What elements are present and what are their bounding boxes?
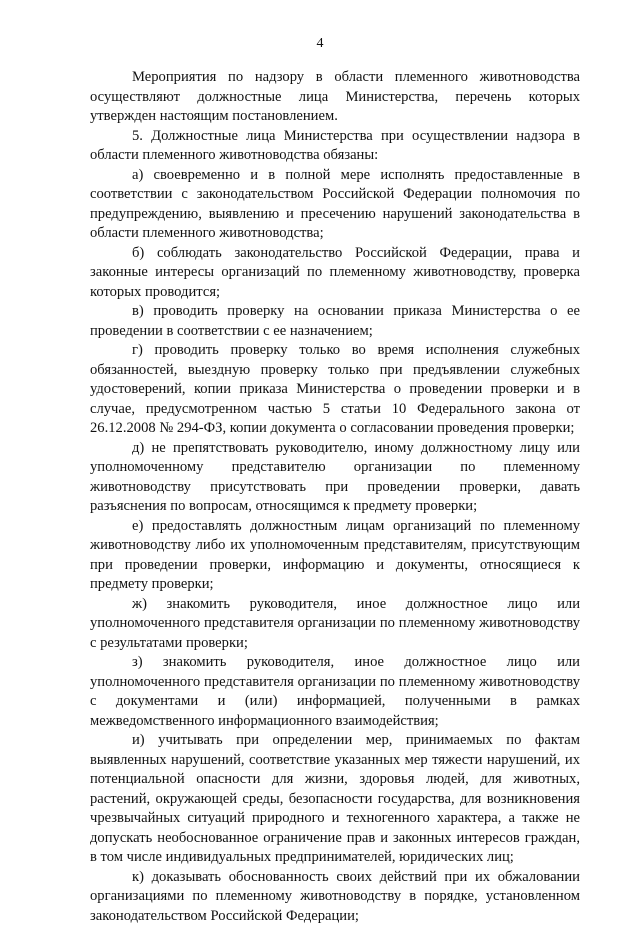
paragraph-item-g: г) проводить проверку только во время исполнения служебных обязанностей, выездную проверку только при предъявлении служебных удостоверений, копии приказа Министерства о проведении проверки и в случае, предусмотренном частью 5 статьи 10 Федерального закона от 26.12.2008 № 294-ФЗ, копии документа о согласовании проведения проверки; [90, 341, 580, 439]
paragraph-item-z: з) знакомить руководителя, иное должностное лицо или уполномоченного представителя организации по племенному животноводству с документами и (или) информацией, полученными в рамках межведомственного информационного взаимодействия; [90, 653, 580, 731]
paragraph-item-b: б) соблюдать законодательство Российской Федерации, права и законные интересы организаций по племенному животноводству, проверка которых проводится; [90, 244, 580, 303]
paragraph-item-a: а) своевременно и в полной мере исполнять предоставленные в соответствии с законодательством Российской Федерации полномочия по предупреждению, выявлению и пресечению нарушений законодательства в области племенного животноводства; [90, 166, 580, 244]
paragraph-item-k: к) доказывать обоснованность своих действий при их обжаловании организациями по племенному животноводству в порядке, установленном законодательством Российской Федерации; [90, 868, 580, 926]
paragraph-item-zh: ж) знакомить руководителя, иное должностное лицо или уполномоченного представителя организации по племенному животноводству с результатами проверки; [90, 595, 580, 654]
paragraph-item-d: д) не препятствовать руководителю, иному должностному лицу или уполномоченному представителю организации по племенному животноводству присутствовать при проведении проверки, давать разъяснения по вопросам, относящимся к предмету проверки; [90, 439, 580, 517]
paragraph-intro: Мероприятия по надзору в области племенного животноводства осуществляют должностные лица Министерства, перечень которых утвержден настоящим постановлением. [90, 68, 580, 127]
paragraph-item-e: е) предоставлять должностным лицам организаций по племенному животноводству либо их уполномоченным представителям, присутствующим при проведении проверки, информацию и документы, относящиеся к предмету проверки; [90, 517, 580, 595]
paragraph-clause-5: 5. Должностные лица Министерства при осуществлении надзора в области племенного животноводства обязаны: [90, 127, 580, 166]
page-number: 4 [0, 36, 640, 52]
document-body [90, 68, 580, 926]
paragraph-item-i: и) учитывать при определении мер, принимаемых по фактам выявленных нарушений, соответствие указанных мер тяжести нарушений, их потенциальной опасности для жизни, здоровья людей, для животных, растений, окружающей среды, безопасности государства, для возникновения чрезвычайных ситуаций природного и техногенного характера, а также не допускать необоснованное ограничение прав и законных интересов граждан, в том числе индивидуальных предпринимателей, юридических лиц; [90, 731, 580, 868]
paragraph-item-v: в) проводить проверку на основании приказа Министерства о ее проведении в соответствии с ее назначением; [90, 302, 580, 341]
